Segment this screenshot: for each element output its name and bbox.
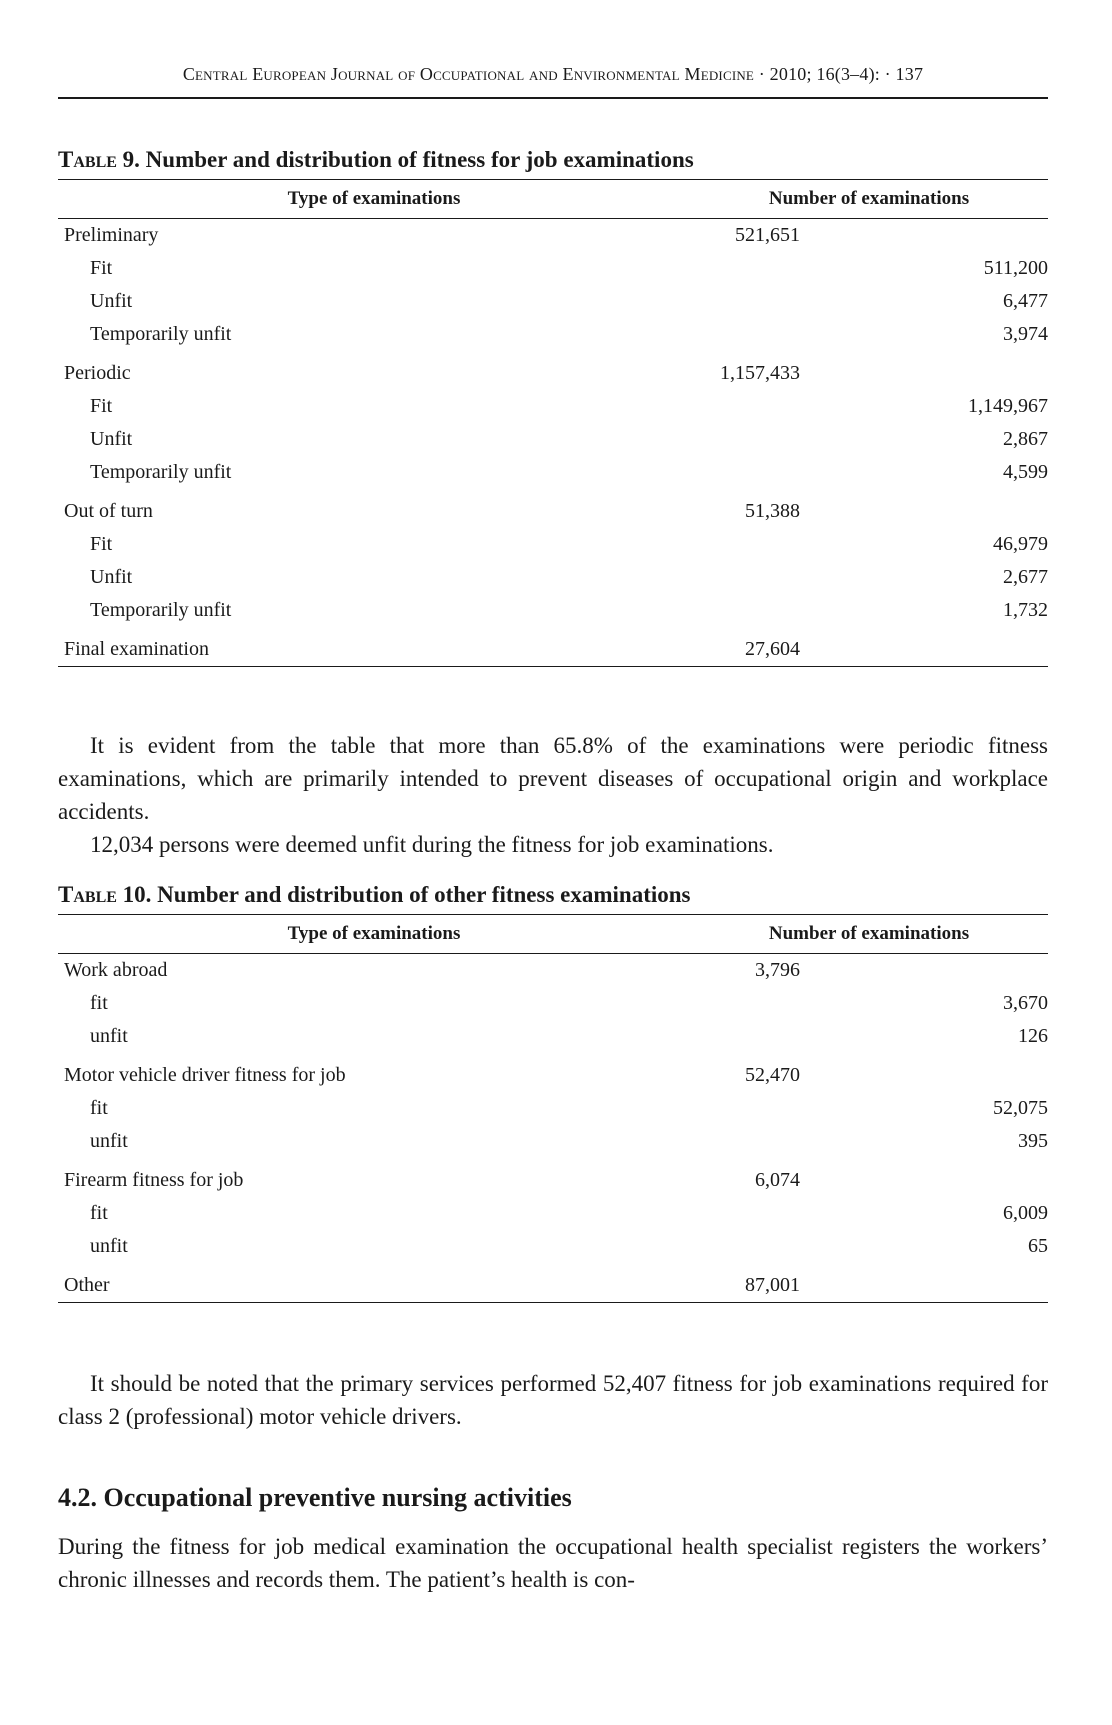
running-head xyxy=(58,64,1048,85)
row-total: 87,001 xyxy=(690,1263,800,1303)
row-label: Fit xyxy=(90,395,113,417)
table-row xyxy=(58,390,1048,423)
row-label: unfit xyxy=(90,1025,128,1047)
table-10 xyxy=(58,880,1048,1303)
row-label: fit xyxy=(90,1202,108,1224)
row-value: 1,732 xyxy=(1003,599,1048,621)
table-10-header-type: Type of examinations xyxy=(58,915,690,954)
row-value: 511,200 xyxy=(983,257,1048,279)
table-row xyxy=(58,423,1048,456)
row-label: fit xyxy=(90,1097,108,1119)
table-row xyxy=(58,627,1048,667)
row-label: Temporarily unfit xyxy=(90,599,232,621)
table-row xyxy=(58,1092,1048,1125)
row-total: 51,388 xyxy=(745,500,800,522)
row-label: Preliminary xyxy=(64,224,159,246)
header-rule xyxy=(58,97,1048,99)
table-row xyxy=(58,219,1048,253)
section-heading: 4.2. Occupational preventive nursing activities xyxy=(58,1483,572,1512)
table-row xyxy=(58,285,1048,318)
row-total: 1,157,433 xyxy=(720,362,800,384)
paragraph-1: It is evident from the table that more than 65.8% of the examinations were periodic fitness examinations, which are primarily intended to prevent diseases of occupational origin and workplace accidents. xyxy=(58,733,1048,824)
table-row xyxy=(58,1020,1048,1053)
row-value: 395 xyxy=(1018,1130,1048,1152)
table-9-title: Number and distribution of fitness for job examinations xyxy=(145,147,694,172)
row-label: Fit xyxy=(90,257,113,279)
row-label: Motor vehicle driver fitness for job xyxy=(64,1064,346,1086)
paragraph-4: During the fitness for job medical examination the occupational health specialist registers the workers’ chronic illnesses and records them. The patient’s health is con- xyxy=(58,1534,1048,1592)
row-label: Unfit xyxy=(90,290,133,312)
row-total: 6,074 xyxy=(755,1169,800,1191)
row-total: 521,651 xyxy=(735,224,800,246)
table-row xyxy=(58,1053,1048,1092)
row-label: unfit xyxy=(90,1130,128,1152)
table-row xyxy=(58,954,1048,988)
row-value: 126 xyxy=(1018,1025,1048,1047)
row-label: Out of turn xyxy=(64,500,153,522)
table-row xyxy=(58,351,1048,390)
table-row xyxy=(58,318,1048,351)
row-label: Firearm fitness for job xyxy=(64,1169,244,1191)
row-label: Unfit xyxy=(90,566,133,588)
row-value: 2,677 xyxy=(1003,566,1048,588)
table-9-caption xyxy=(58,145,1048,175)
table-row xyxy=(58,1125,1048,1158)
row-total: 52,470 xyxy=(745,1064,800,1086)
row-value: 2,867 xyxy=(1003,428,1048,450)
row-label: Temporarily unfit xyxy=(90,323,232,345)
row-total: 27,604 xyxy=(690,627,800,667)
row-label: Temporarily unfit xyxy=(90,461,232,483)
row-label: Fit xyxy=(90,533,113,555)
table-row xyxy=(58,1230,1048,1263)
row-value: 6,009 xyxy=(1003,1202,1048,1224)
table-row xyxy=(58,594,1048,627)
table-row xyxy=(58,1263,1048,1303)
row-value: 3,974 xyxy=(1003,323,1048,345)
table-10-label: Table 10. xyxy=(58,882,152,907)
table-9-label: Table 9. xyxy=(58,147,140,172)
table-10-caption xyxy=(58,880,1048,910)
table-row xyxy=(58,1158,1048,1197)
row-label: Other xyxy=(58,1263,690,1303)
table-row xyxy=(58,1197,1048,1230)
row-value: 3,670 xyxy=(1003,992,1048,1014)
table-10-grid xyxy=(58,914,1048,1303)
table-9 xyxy=(58,145,1048,667)
row-label: fit xyxy=(90,992,108,1014)
paragraph-3: It should be noted that the primary services performed 52,407 fitness for job examinations required for class 2 (professional) motor vehicle drivers. xyxy=(58,1371,1048,1429)
table-9-header-type: Type of examinations xyxy=(58,180,690,219)
table-10-header-number: Number of examinations xyxy=(690,915,1048,954)
table-10-title: Number and distribution of other fitness examinations xyxy=(157,882,691,907)
row-value: 52,075 xyxy=(993,1097,1048,1119)
row-value: 46,979 xyxy=(993,533,1048,555)
row-label: Work abroad xyxy=(64,959,168,981)
row-value: 65 xyxy=(1028,1235,1048,1257)
table-row xyxy=(58,561,1048,594)
table-row xyxy=(58,456,1048,489)
row-value: 6,477 xyxy=(1003,290,1048,312)
table-row xyxy=(58,528,1048,561)
table-row xyxy=(58,987,1048,1020)
row-label: Unfit xyxy=(90,428,133,450)
journal-name: Central European Journal of Occupational and Environmental Medicine xyxy=(182,64,755,84)
citation: · 2010; 16(3–4): · 137 xyxy=(758,64,924,84)
row-label: Final examination xyxy=(58,627,690,667)
table-9-header-number: Number of examinations xyxy=(690,180,1048,219)
table-row xyxy=(58,489,1048,528)
row-value: 4,599 xyxy=(1003,461,1048,483)
row-total: 3,796 xyxy=(755,959,800,981)
table-row xyxy=(58,252,1048,285)
row-value: 1,149,967 xyxy=(968,395,1048,417)
row-label: Periodic xyxy=(64,362,131,384)
table-9-grid xyxy=(58,179,1048,667)
row-label: unfit xyxy=(90,1235,128,1257)
paragraph-2: 12,034 persons were deemed unfit during the fitness for job examinations. xyxy=(90,832,774,857)
